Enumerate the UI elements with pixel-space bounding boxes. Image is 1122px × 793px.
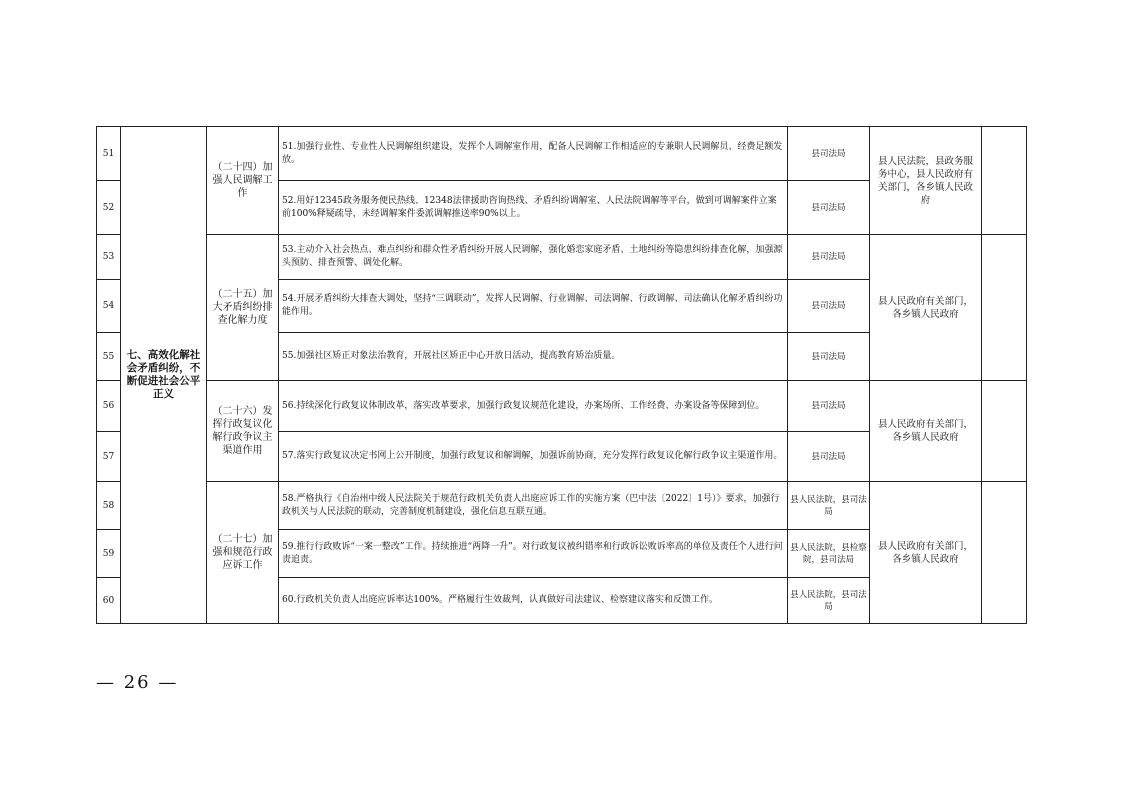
task-cell: 59.推行行政败诉“一案一整改”工作。持续推进“两降一升”。对行政复议被纠错率和行政诉讼败诉率高的单位及责任个人进行问责追责。 [279, 530, 788, 578]
table-row [97, 235, 1027, 280]
remarks-cell [982, 482, 1027, 624]
row-number: 53 [97, 235, 121, 280]
row-number: 55 [97, 333, 121, 381]
task-cell: 54.开展矛盾纠纷大排查大调处，坚持“三调联动”，发挥人民调解、行业调解、司法调解、行政调解、司法确认化解矛盾纠纷功能作用。 [279, 280, 788, 333]
lead-unit-cell: 县人民法院，县检察院，县司法局 [788, 530, 870, 578]
task-cell: 53.主动介入社会热点、难点纠纷和群众性矛盾纠纷开展人民调解，强化婚恋家庭矛盾、土地纠纷等隐患纠纷排查化解，加强源头预防、排查预警、调处化解。 [279, 235, 788, 280]
lead-unit-cell: 县司法局 [788, 432, 870, 482]
task-cell: 51.加强行业性、专业性人民调解组织建设，发挥个人调解室作用，配备人民调解工作相适应的专兼职人民调解员、经费足额发放。 [279, 127, 788, 181]
subcategory-cell: （二十六）发挥行政复议化解行政争议主渠道作用 [207, 381, 279, 482]
cooperating-unit-cell: 县人民政府有关部门，各乡镇人民政府 [870, 235, 982, 381]
task-cell: 55.加强社区矫正对象法治教育，开展社区矫正中心开放日活动，提高教育矫治质量。 [279, 333, 788, 381]
table-row [97, 127, 1027, 181]
subcategory-cell: （二十五）加大矛盾纠纷排查化解力度 [207, 235, 279, 381]
lead-unit-cell: 县司法局 [788, 280, 870, 333]
task-cell: 56.持续深化行政复议体制改革，落实改革要求，加强行政复议规范化建设，办案场所、工作经费、办案设备等保障到位。 [279, 381, 788, 432]
remarks-cell [982, 381, 1027, 482]
task-cell: 58.严格执行《自治州中级人民法院关于规范行政机关负责人出庭应诉工作的实施方案（巴中法〔2022〕1号）》要求，加强行政机关与人民法院的联动，完善制度机制建设，强化信息互联互通。 [279, 482, 788, 530]
row-number: 56 [97, 381, 121, 432]
subcategory-cell: （二十七）加强和规范行政应诉工作 [207, 482, 279, 624]
lead-unit-cell: 县人民法院，县司法局 [788, 482, 870, 530]
lead-unit-cell: 县人民法院，县司法局 [788, 578, 870, 624]
row-number: 58 [97, 482, 121, 530]
row-number: 57 [97, 432, 121, 482]
lead-unit-cell: 县司法局 [788, 235, 870, 280]
page-number: — 26 — [96, 672, 179, 693]
row-number: 51 [97, 127, 121, 181]
lead-unit-cell: 县司法局 [788, 127, 870, 181]
lead-unit-cell: 县司法局 [788, 181, 870, 235]
remarks-cell [982, 127, 1027, 235]
cooperating-unit-cell: 县人民法院，县政务服务中心，县人民政府有关部门，各乡镇人民政府 [870, 127, 982, 235]
cooperating-unit-cell: 县人民政府有关部门，各乡镇人民政府 [870, 482, 982, 624]
lead-unit-cell: 县司法局 [788, 333, 870, 381]
task-cell: 52.用好12345政务服务便民热线、12348法律援助咨询热线、矛盾纠纷调解室、人民法院调解等平台，做到可调解案件立案前100%释疑疏导，未经调解案件委派调解推送率90%以上。 [279, 181, 788, 235]
table-row [97, 482, 1027, 530]
category-cell: 七、高效化解社会矛盾纠纷，不断促进社会公平正义 [121, 127, 207, 624]
row-number: 52 [97, 181, 121, 235]
task-cell: 60.行政机关负责人出庭应诉率达100%。严格履行生效裁判，认真做好司法建议、检察建议落实和反馈工作。 [279, 578, 788, 624]
row-number: 60 [97, 578, 121, 624]
task-table [96, 126, 1027, 624]
row-number: 59 [97, 530, 121, 578]
row-number: 54 [97, 280, 121, 333]
cooperating-unit-cell: 县人民政府有关部门，各乡镇人民政府 [870, 381, 982, 482]
remarks-cell [982, 235, 1027, 381]
table-row [97, 381, 1027, 432]
task-cell: 57.落实行政复议决定书网上公开制度，加强行政复议和解调解，加强诉前协商，充分发挥行政复议化解行政争议主渠道作用。 [279, 432, 788, 482]
subcategory-cell: （二十四）加强人民调解工作 [207, 127, 279, 235]
lead-unit-cell: 县司法局 [788, 381, 870, 432]
